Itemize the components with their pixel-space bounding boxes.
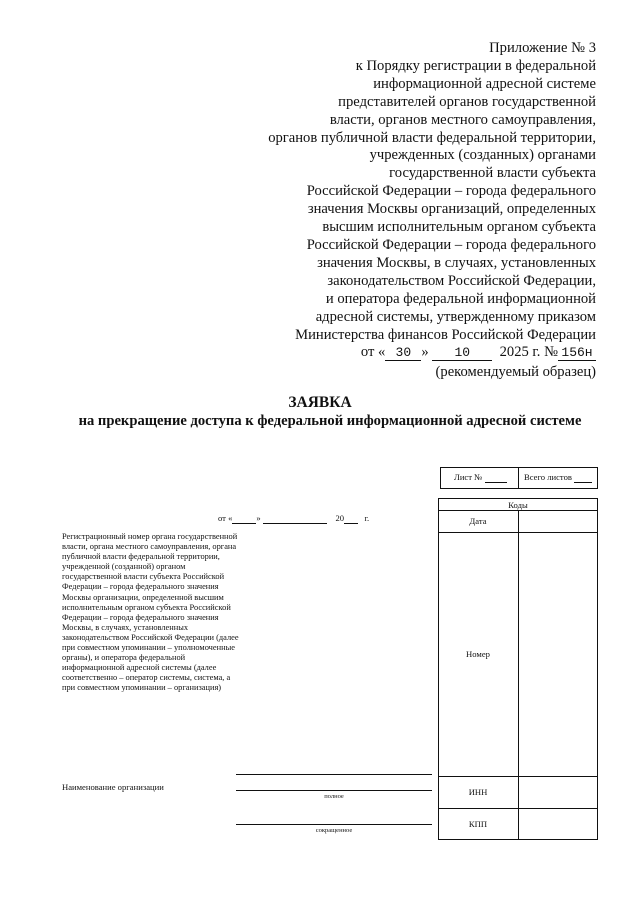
appendix-line: власти, органов местного самоуправления,	[329, 111, 596, 128]
kpp-label: КПП	[468, 819, 488, 829]
appendix-line: законодательством Российской Федерации,	[327, 272, 596, 289]
form-month-blank	[263, 514, 327, 524]
appendix-line: значения Москвы, в случаях, установленных	[317, 254, 596, 271]
appendix-line: к Порядку регистрации в федеральной	[355, 57, 596, 74]
order-date-mid: »	[421, 344, 429, 361]
organization-name-label: Наименование организации	[62, 782, 164, 792]
order-date-line	[250, 344, 596, 362]
appendix-line: Министерства финансов Российской Федерации	[295, 326, 596, 343]
inn-label: ИНН	[468, 787, 488, 797]
order-date-prefix: от «	[360, 344, 386, 361]
form-day-blank	[232, 514, 256, 524]
order-number: 156н	[558, 346, 596, 361]
codes-header: Коды	[508, 500, 528, 510]
sheet-number-field	[454, 472, 507, 483]
sheet-number-label: Лист №	[454, 472, 483, 482]
appendix-line: государственной власти субъекта	[389, 165, 596, 182]
total-sheets-field	[524, 472, 592, 483]
appendix-line: адресной системы, утвержденному приказом	[315, 308, 596, 325]
appendix-line: органов публичной власти федеральной территории,	[268, 129, 596, 146]
number-label: Номер	[466, 649, 490, 659]
order-day: 30	[385, 346, 421, 361]
document-subtitle: на прекращение доступа к федеральной информационной адресной системе	[78, 413, 582, 429]
appendix-line: и оператора федеральной информационной	[325, 290, 596, 307]
appendix-line: значения Москвы организаций, определенных	[307, 201, 596, 218]
total-sheets-blank	[574, 473, 592, 483]
short-name-caption: сокращенное	[315, 827, 353, 834]
form-year-blank	[344, 514, 358, 524]
sheet-box-divider	[518, 467, 519, 489]
form-year-suffix: г.	[364, 513, 370, 523]
appendix-line: Российской Федерации – города федерального	[306, 183, 596, 200]
codes-column-divider	[518, 510, 519, 840]
registration-number-label: Регистрационный номер органа государственной власти, органа местного самоуправления, органа публичной власти федеральной территории, учрежденной (созданной) органом государственной власти субъекта Российской Федерации – города федерального значения Москвы организации, определенной высшим исполнительным органом субъекта Российской Федерации – города федерального значения Москвы, в случаях, установленных законодательством Российской Федерации (далее при совместном упоминании – уполномоченные органы), и оператора федеральной информационной адресной системы (далее соответственно – оператор системы, система, а при совместном упоминании – организация)	[62, 532, 239, 693]
date-label: Дата	[469, 516, 487, 526]
appendix-line: учрежденных (созданных) органами	[369, 147, 596, 164]
form-year-prefix: 20	[335, 513, 345, 523]
appendix-line: высшим исполнительным органом субъекта	[322, 219, 596, 236]
appendix-line: Приложение № 3	[489, 40, 596, 56]
order-year-text: 2025 г. №	[499, 344, 558, 361]
order-month: 10	[432, 346, 492, 361]
appendix-line: Российской Федерации – города федерального	[306, 236, 596, 253]
sample-note: (рекомендуемый образец)	[435, 364, 596, 380]
short-name-line	[236, 824, 432, 825]
appendix-line: представителей органов государственной	[338, 93, 596, 110]
total-sheets-label: Всего листов	[524, 472, 572, 482]
appendix-line: информационной адресной системе	[373, 75, 596, 92]
appendix-header	[250, 40, 596, 362]
sheet-number-blank	[485, 473, 507, 483]
form-date-prefix: от «	[218, 513, 233, 523]
document-title: ЗАЯВКА	[288, 394, 352, 411]
full-name-caption: полное	[324, 793, 344, 800]
registration-number-line	[236, 774, 432, 775]
form-date-line	[218, 513, 369, 524]
full-name-line	[236, 790, 432, 791]
form-date-mid: »	[256, 513, 261, 523]
